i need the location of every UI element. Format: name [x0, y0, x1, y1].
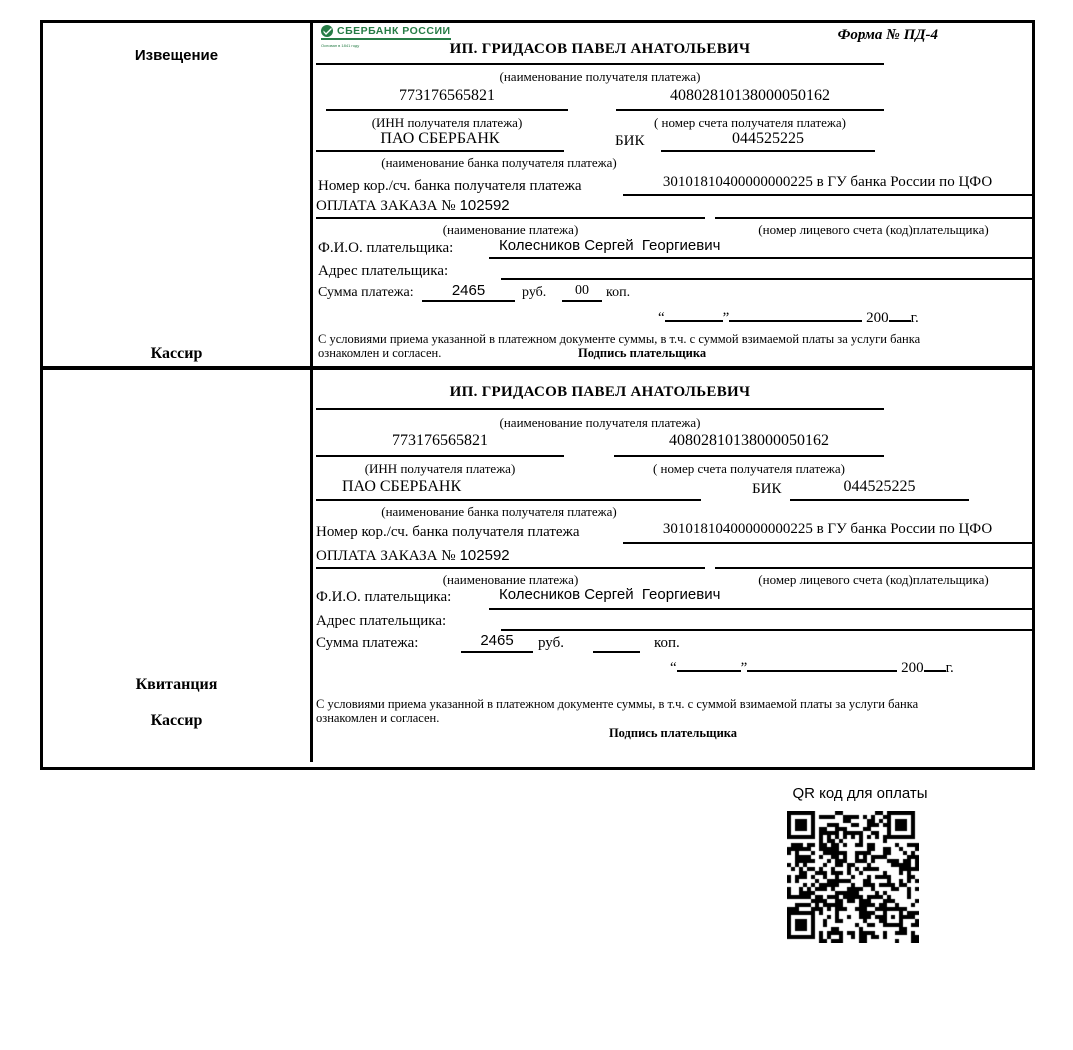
sum-kop-value: 00 [562, 283, 602, 302]
date-close-quote-2: ” [740, 660, 748, 676]
corr-label: Номер кор./сч. банка получателя платежа [318, 178, 582, 194]
payment-order-number: 102592 [459, 197, 510, 214]
notice-section [43, 23, 1032, 370]
personal-caption: (номер лицевого счета (код)плательщика) [758, 222, 989, 237]
payment-caption-2: (наименование платежа) [442, 572, 579, 587]
date-year-suffix-2: г. [945, 660, 954, 676]
payment-order-number-2: 102592 [459, 547, 510, 564]
qr-caption: QR код для оплаты [792, 785, 928, 802]
cashier-label: Кассир [150, 345, 203, 362]
address-label: Адрес плательщика: [318, 263, 449, 279]
recipient-account: 40802810138000050162 [616, 87, 884, 111]
recipient-inn: 773176565821 [326, 87, 568, 111]
payment-name-label: ОПЛАТА ЗАКАЗА № [316, 198, 456, 214]
pd4-form [40, 20, 1035, 770]
personal-caption-2: (номер лицевого счета (код)плательщика) [758, 572, 989, 587]
sum-rub-value: 2465 [422, 282, 515, 302]
bank-caption-2: (наименование банка получателя платежа) [381, 504, 617, 519]
fio-value: Колесников Сергей Георгиевич [489, 237, 1032, 259]
recipient-name-caption-2: (наименование получателя платежа) [499, 415, 701, 430]
cashier-label-2: Кассир [150, 712, 203, 729]
fio-label: Ф.И.О. плательщика: [318, 240, 454, 256]
recipient-name: ИП. ГРИДАСОВ ПАВЕЛ АНАТОЛЬЕВИЧ [316, 41, 884, 65]
bik-label-2: БИК [752, 481, 782, 497]
payment-name-label-2: ОПЛАТА ЗАКАЗА № [316, 548, 456, 564]
bik-value-2: 044525225 [790, 478, 969, 501]
corr-value-2: 30101810400000000225 в ГУ банка России по ЦФО [623, 521, 1032, 544]
date-open-quote: “ [658, 310, 665, 326]
inn-caption: (ИНН получателя платежа) [371, 115, 523, 130]
address-value-2 [501, 610, 1032, 631]
bank-name-2: ПАО СБЕРБАНК [316, 478, 701, 501]
date-century: 200 [866, 310, 889, 326]
recipient-account-2: 40802810138000050162 [614, 432, 884, 457]
date-line [658, 308, 919, 327]
recipient-name-caption: (наименование получателя платежа) [499, 69, 701, 84]
notice-label: Извещение [134, 47, 219, 64]
bik-label: БИК [615, 133, 645, 149]
personal-account-line-2 [715, 547, 1032, 569]
agreement-line1: С условиями приема указанной в платежном документе суммы, в т.ч. с суммой взимаемой платы за услуги банка [318, 332, 921, 346]
sum-kop-value-2 [593, 633, 640, 653]
qr-code [787, 811, 919, 943]
payment-caption: (наименование платежа) [442, 222, 579, 237]
corr-label-2: Номер кор./сч. банка получателя платежа [316, 524, 580, 540]
date-year-suffix: г. [910, 310, 919, 326]
signature-label: Подпись плательщика [578, 346, 707, 360]
recipient-name-2: ИП. ГРИДАСОВ ПАВЕЛ АНАТОЛЬЕВИЧ [316, 384, 884, 410]
signature-label-2: Подпись плательщика [608, 726, 738, 740]
sberbank-logo-icon [321, 25, 333, 37]
notice-content-cell [316, 23, 1032, 366]
form-code: Форма № ПД-4 [837, 27, 938, 43]
sum-label: Сумма платежа: [318, 285, 414, 300]
agreement-line1-2: С условиями приема указанной в платежном документе суммы, в т.ч. с суммой взимаемой платы за услуги банка [316, 697, 919, 711]
receipt-label: Квитанция [135, 676, 218, 693]
recipient-inn-2: 773176565821 [316, 432, 564, 457]
address-label-2: Адрес плательщика: [316, 613, 447, 629]
personal-account-line [715, 197, 1032, 219]
sum-label-2: Сумма платежа: [316, 635, 419, 651]
sum-rub-value-2: 2465 [461, 632, 533, 653]
bank-caption: (наименование банка получателя платежа) [381, 155, 617, 170]
rub-label-2: руб. [538, 635, 564, 651]
date-line-2 [670, 658, 954, 677]
payment-name-2 [316, 547, 705, 569]
date-century-2: 200 [901, 660, 924, 676]
sberbank-logo-text: СБЕРБАНК РОССИИ [337, 25, 451, 37]
agreement-line2-2: ознакомлен и согласен. [316, 711, 440, 725]
fio-value-2: Колесников Сергей Георгиевич [489, 586, 1032, 610]
kop-label-2: коп. [654, 635, 680, 651]
receipt-side-cell [43, 370, 313, 762]
bik-value: 044525225 [661, 130, 875, 152]
fio-label-2: Ф.И.О. плательщика: [316, 589, 452, 605]
date-open-quote-2: “ [670, 660, 677, 676]
address-value [501, 260, 1032, 280]
agreement-line2: ознакомлен и согласен. [318, 346, 442, 360]
receipt-section [43, 370, 1032, 762]
inn-caption-2: (ИНН получателя платежа) [364, 461, 516, 476]
receipt-content-cell [316, 370, 1032, 762]
bank-name: ПАО СБЕРБАНК [316, 130, 564, 152]
notice-side-cell [43, 23, 313, 366]
account-caption-2: ( номер счета получателя платежа) [652, 461, 846, 476]
date-close-quote: ” [722, 310, 730, 326]
sberbank-logo-tagline: Основан в 1841 году [321, 43, 360, 48]
rub-label: руб. [522, 285, 547, 300]
payment-name [316, 197, 705, 219]
kop-label: коп. [606, 285, 631, 300]
account-caption: ( номер счета получателя платежа) [653, 115, 847, 130]
corr-value: 30101810400000000225 в ГУ банка России по ЦФО [623, 174, 1032, 196]
